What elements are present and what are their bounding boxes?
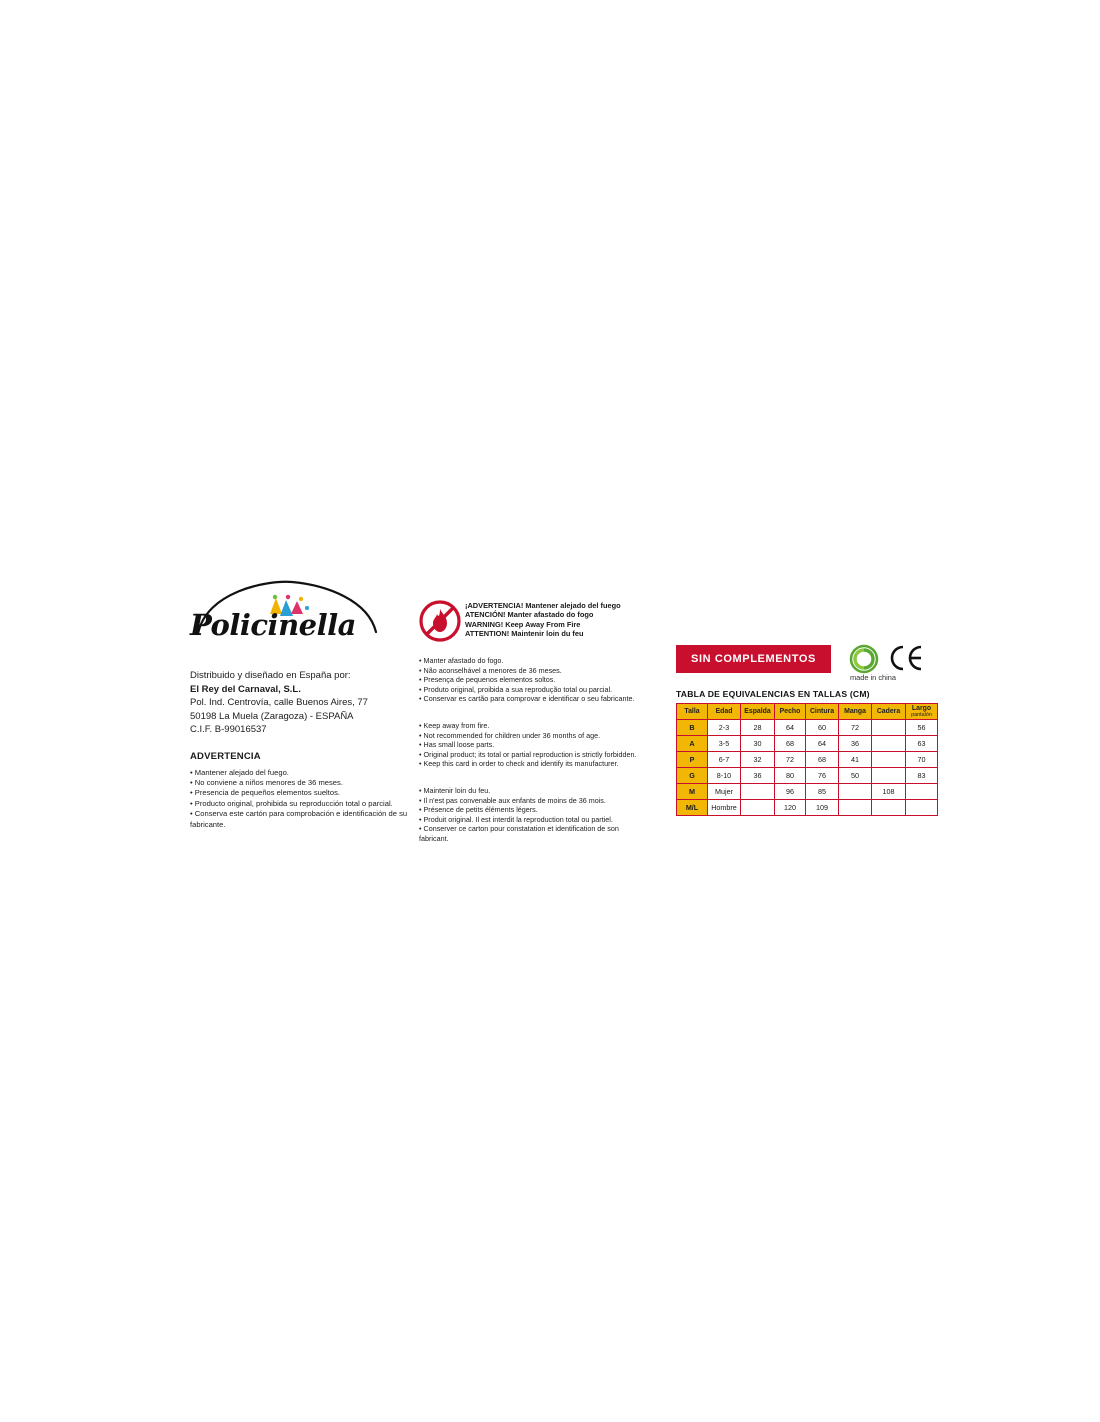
list-item: • Original product; its total or partial reproduction is strictly forbidden.	[419, 749, 637, 759]
table-row	[677, 736, 938, 752]
table-header-row	[677, 704, 938, 720]
cell-pecho: 68	[775, 736, 806, 752]
cell-cintura: 109	[806, 800, 839, 816]
cell-cadera	[872, 720, 906, 736]
column-header-pecho: Pecho	[775, 704, 806, 720]
cell-cadera	[872, 752, 906, 768]
table-row	[677, 800, 938, 816]
cell-espalda	[741, 784, 775, 800]
column-header-cintura: Cintura	[806, 704, 839, 720]
cell-espalda: 30	[741, 736, 775, 752]
cell-cintura: 85	[806, 784, 839, 800]
list-item: • Produto original, proibida a sua reprodução total ou parcial.	[419, 684, 613, 694]
cell-cintura: 76	[806, 768, 839, 784]
cell-talla: G	[677, 768, 708, 784]
green-dot-recycle-icon	[848, 643, 880, 675]
column-header-cadera: Cadera	[872, 704, 906, 720]
table-row	[677, 768, 938, 784]
cell-pecho: 96	[775, 784, 806, 800]
cell-largo: 83	[906, 768, 938, 784]
cell-manga	[839, 800, 872, 816]
logo-wordmark: Policinella	[190, 608, 356, 642]
warning-text-lines	[465, 601, 621, 638]
left-column	[190, 580, 430, 830]
warning-line-fr: ATTENTION! Maintenir loin du feu	[465, 628, 584, 638]
cell-cadera	[872, 800, 906, 816]
cell-largo: 70	[906, 752, 938, 768]
size-table-title: TABLA DE EQUIVALENCIAS EN TALLAS (CM)	[676, 689, 870, 699]
list-item: • Maintenir loin du feu.	[419, 785, 491, 795]
cell-manga	[839, 784, 872, 800]
warning-line-pt: ATENCIÓN! Manter afastado do fogo	[465, 610, 594, 620]
cell-largo: 56	[906, 720, 938, 736]
list-item: • Conserver ce carton pour constatation et identification de son fabricant.	[419, 824, 619, 843]
cell-espalda: 28	[741, 720, 775, 736]
advertencia-bullets	[190, 768, 430, 830]
cell-edad: 2-3	[708, 720, 741, 736]
cell-cadera: 108	[872, 784, 906, 800]
brand-logo	[190, 580, 390, 655]
warning-header	[419, 600, 649, 648]
advertencia-title: ADVERTENCIA	[190, 750, 261, 762]
size-table	[676, 703, 938, 816]
distributor-cif: C.I.F. B-99016537	[190, 724, 267, 735]
column-header-largo-sub: pantalón	[911, 712, 932, 719]
list-item: • Has small loose parts.	[419, 740, 495, 750]
cell-edad: 8-10	[708, 768, 741, 784]
right-column	[676, 645, 936, 816]
cell-espalda: 32	[741, 752, 775, 768]
table-row	[677, 752, 938, 768]
warning-line-en: WARNING! Keep Away From Fire	[465, 619, 581, 629]
cell-cadera	[872, 768, 906, 784]
ce-mark-icon	[887, 643, 923, 673]
cell-cintura: 64	[806, 736, 839, 752]
table-row	[677, 784, 938, 800]
cell-edad: Mujer	[708, 784, 741, 800]
list-item: • Not recommended for children under 36 months of age.	[419, 730, 601, 740]
list-item: • Il n'est pas convenable aux enfants de moins de 36 mois.	[419, 795, 606, 805]
made-in-china-label: made in china	[850, 673, 897, 682]
list-item: • Produit original. Il est interdit la reproduction total ou partiel.	[419, 814, 613, 824]
cell-cadera	[872, 736, 906, 752]
cell-pecho: 64	[775, 720, 806, 736]
list-item: • No conviene a niños menores de 36 meses.	[190, 777, 343, 787]
table-row	[677, 720, 938, 736]
column-header-largo	[906, 704, 938, 720]
cell-espalda: 36	[741, 768, 775, 784]
cell-talla: A	[677, 736, 708, 752]
cell-manga: 72	[839, 720, 872, 736]
cell-manga: 41	[839, 752, 872, 768]
list-item: • Keep away from fire.	[419, 720, 490, 730]
cell-cintura: 60	[806, 720, 839, 736]
cell-edad: 3-5	[708, 736, 741, 752]
list-item: • Keep this card in order to check and identify its manufacturer.	[419, 759, 619, 769]
cell-edad: Hombre	[708, 800, 741, 816]
distributor-block	[190, 669, 430, 737]
column-header-edad: Edad	[708, 704, 741, 720]
list-item: • Presença de pequenos elementos soltos.	[419, 675, 556, 685]
cell-espalda	[741, 800, 775, 816]
distributor-address-2: 50198 La Muela (Zaragoza) - ESPAÑA	[190, 710, 354, 722]
list-item: • Présence de petits éléments légers.	[419, 805, 538, 815]
distributor-company: El Rey del Carnaval, S.L.	[190, 683, 301, 695]
distributor-address-1: Pol. Ind. Centrovía, calle Buenos Aires, 77	[190, 697, 368, 708]
warning-line-es: ¡ADVERTENCIA! Mantener alejado del fuego	[465, 601, 621, 610]
cell-edad: 6-7	[708, 752, 741, 768]
cell-talla: M	[677, 784, 708, 800]
column-header-largo-main: Largo	[911, 704, 932, 712]
distributor-intro: Distribuido y diseñado en España por:	[190, 670, 351, 681]
cell-pecho: 120	[775, 800, 806, 816]
no-fire-icon	[419, 600, 461, 642]
list-item: • Manter afastado do fogo.	[419, 656, 504, 665]
english-warnings	[419, 721, 649, 769]
french-warnings	[419, 786, 649, 844]
list-item: • Producto original, prohibida su reproducción total o parcial.	[190, 798, 393, 808]
cell-manga: 36	[839, 736, 872, 752]
cell-talla: M/L	[677, 800, 708, 816]
list-item: • Conserva este cartón para comprobación e identificación de su fabricante.	[190, 809, 408, 829]
cell-manga: 50	[839, 768, 872, 784]
cell-talla: P	[677, 752, 708, 768]
cell-pecho: 72	[775, 752, 806, 768]
cell-cintura: 68	[806, 752, 839, 768]
cell-largo	[906, 784, 938, 800]
badge-row	[676, 645, 936, 685]
middle-column	[419, 600, 649, 844]
cell-largo: 63	[906, 736, 938, 752]
column-header-espalda: Espalda	[741, 704, 775, 720]
list-item: • Não aconselhável a menores de 36 meses.	[419, 665, 562, 675]
cell-talla: B	[677, 720, 708, 736]
list-item: • Presencia de pequeños elementos sueltos.	[190, 788, 340, 798]
column-header-manga: Manga	[839, 704, 872, 720]
portuguese-warnings	[419, 656, 649, 704]
list-item: • Mantener alejado del fuego.	[190, 767, 289, 777]
cell-largo	[906, 800, 938, 816]
list-item: • Conservar es cartão para comprovar e identificar o seu fabricante.	[419, 694, 635, 704]
cell-pecho: 80	[775, 768, 806, 784]
status-badge: SIN COMPLEMENTOS	[676, 645, 831, 673]
column-header-talla: Talla	[677, 704, 708, 720]
